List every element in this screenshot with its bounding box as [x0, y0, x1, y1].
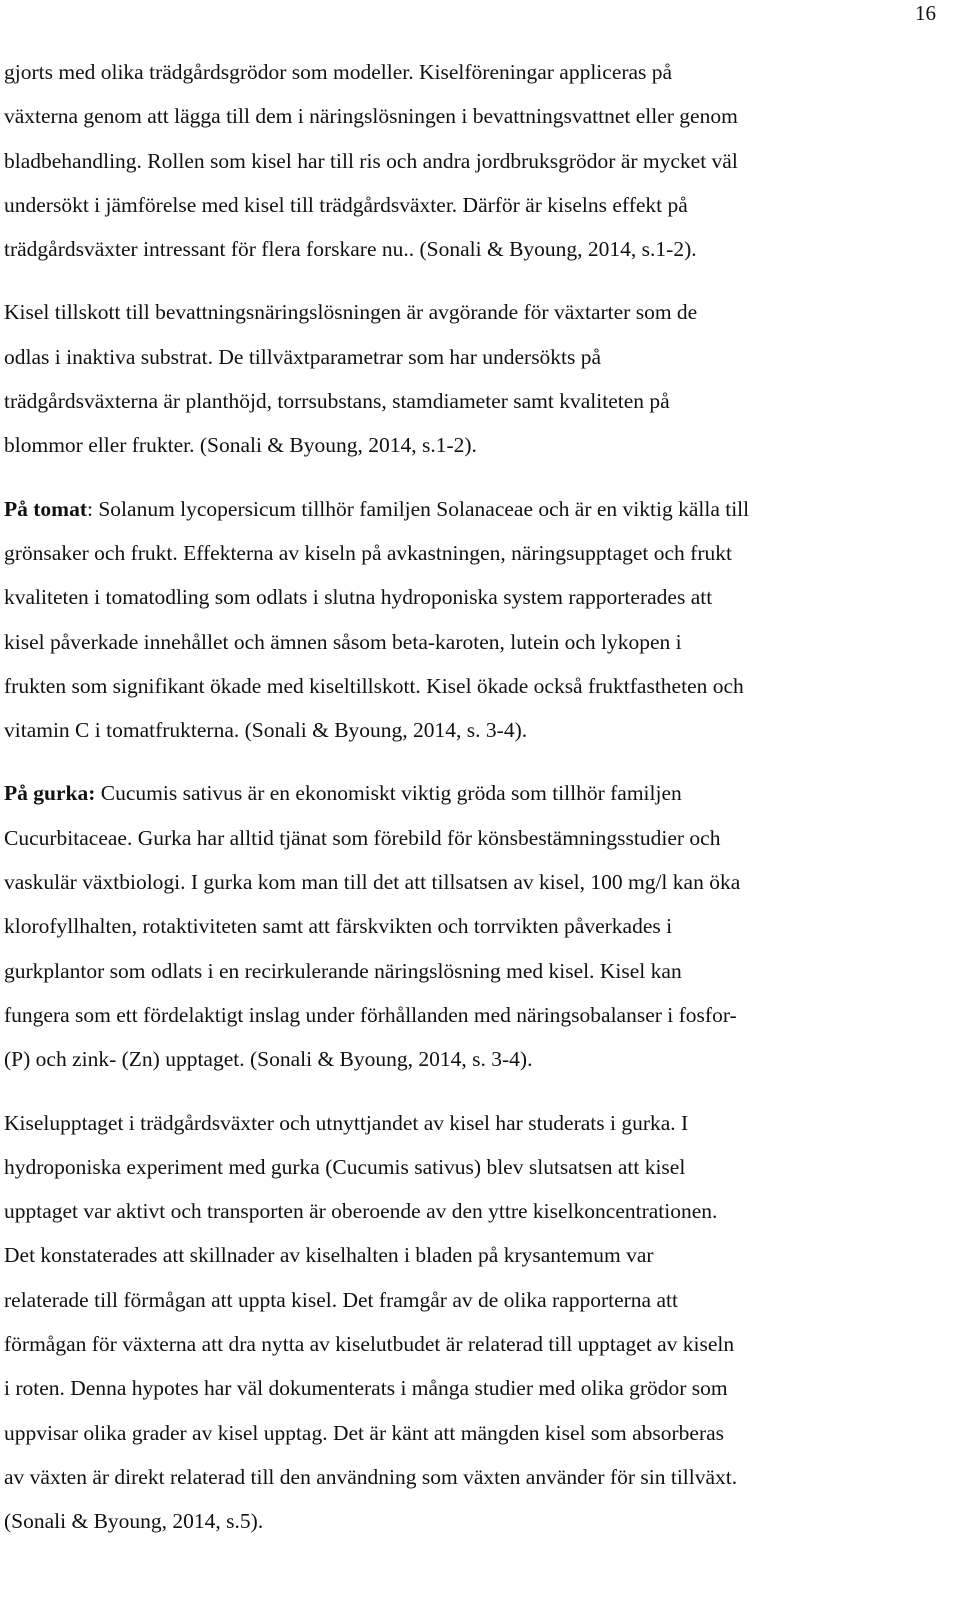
tomato-first-line: : Solanum lycopersicum tillhör familjen Solanaceae och är en viktig källa till	[87, 496, 750, 521]
text-line: Kisel tillskott till bevattningsnäringslösningen är avgörande för växtarter som de	[4, 300, 698, 325]
text-line: uppvisar olika grader av kisel upptag. Det är känt att mängden kisel som absorberas	[4, 1420, 725, 1445]
text-line: hydroponiska experiment med gurka (Cucumis sativus) blev slutsatsen att kisel	[4, 1154, 686, 1179]
cucumber-first-line: Cucumis sativus är en ekonomiskt viktig gröda som tillhör familjen	[95, 781, 682, 806]
cucumber-heading: På gurka:	[4, 781, 96, 806]
text-line: odlas i inaktiva substrat. De tillväxtparametrar som har undersökts på	[4, 344, 602, 369]
text-line: Cucurbitaceae. Gurka har alltid tjänat som förebild för könsbestämningsstudier och	[4, 825, 721, 850]
paragraph-cucumber	[4, 771, 944, 1081]
text-line: Det konstaterades att skillnader av kiselhalten i bladen på krysantemum var	[4, 1243, 654, 1268]
text-line: frukten som signifikant ökade med kiseltillskott. Kisel ökade också fruktfastheten och	[4, 673, 744, 698]
text-line: relaterade till förmågan att uppta kisel. Det framgår av de olika rapporterna att	[4, 1287, 678, 1312]
text-line	[4, 487, 944, 531]
text-line: växterna genom att lägga till dem i näringslösningen i bevattningsvattnet eller genom	[4, 104, 738, 129]
text-line: (Sonali & Byoung, 2014, s.5).	[4, 1509, 264, 1534]
document-body	[4, 50, 944, 1563]
text-line: fungera som ett fördelaktigt inslag under förhållanden med näringsobalanser i fosfor-	[4, 1002, 737, 1027]
text-line: grönsaker och frukt. Effekterna av kiseln på avkastningen, näringsupptaget och frukt	[4, 540, 732, 565]
text-line: gurkplantor som odlats i en recirkulerande näringslösning med kisel. Kisel kan	[4, 958, 682, 983]
paragraph-intro	[4, 50, 944, 271]
text-line: i roten. Denna hypotes har väl dokumenterats i många studier med olika grödor som	[4, 1376, 728, 1401]
text-line: undersökt i jämförelse med kisel till trädgårdsväxter. Därför är kiselns effekt på	[4, 192, 688, 217]
paragraph-substrate	[4, 290, 944, 467]
text-line: gjorts med olika trädgårdsgrödor som modeller. Kiselföreningar appliceras på	[4, 60, 673, 84]
text-line: blommor eller frukter. (Sonali & Byoung, 2014, s.1-2).	[4, 433, 477, 458]
paragraph-tomato	[4, 487, 944, 753]
text-line: kvaliteten i tomatodling som odlats i slutna hydroponiska system rapporterades att	[4, 585, 713, 610]
text-line: vitamin C i tomatfrukterna. (Sonali & Byoung, 2014, s. 3-4).	[4, 718, 528, 743]
page-number: 16	[915, 1, 936, 25]
text-line: upptaget var aktivt och transporten är oberoende av den yttre kiselkoncentrationen.	[4, 1199, 718, 1224]
text-line: vaskulär växtbiologi. I gurka kom man till det att tillsatsen av kisel, 100 mg/l kan öka	[4, 870, 741, 895]
text-line: (P) och zink- (Zn) upptaget. (Sonali & Byoung, 2014, s. 3-4).	[4, 1047, 533, 1072]
text-line: Kiselupptaget i trädgårdsväxter och utnyttjandet av kisel har studerats i gurka. I	[4, 1110, 689, 1135]
text-line: trädgårdsväxterna är planthöjd, torrsubstans, stamdiameter samt kvaliteten på	[4, 389, 670, 414]
text-line	[4, 771, 944, 815]
text-line: klorofyllhalten, rotaktiviteten samt att färskvikten och torrvikten påverkades i	[4, 914, 673, 939]
text-line: förmågan för växterna att dra nytta av kiselutbudet är relaterad till upptaget av kiseln	[4, 1332, 735, 1357]
text-line: bladbehandling. Rollen som kisel har till ris och andra jordbruksgrödor är mycket väl	[4, 148, 738, 173]
text-line: av växten är direkt relaterad till den användning som växten använder för sin tillväxt.	[4, 1464, 738, 1489]
paragraph-uptake	[4, 1101, 944, 1544]
text-line: kisel påverkade innehållet och ämnen såsom beta-karoten, lutein och lykopen i	[4, 629, 682, 654]
text-line: trädgårdsväxter intressant för flera forskare nu.. (Sonali & Byoung, 2014, s.1-2).	[4, 237, 697, 262]
tomato-heading: På tomat	[4, 496, 87, 521]
